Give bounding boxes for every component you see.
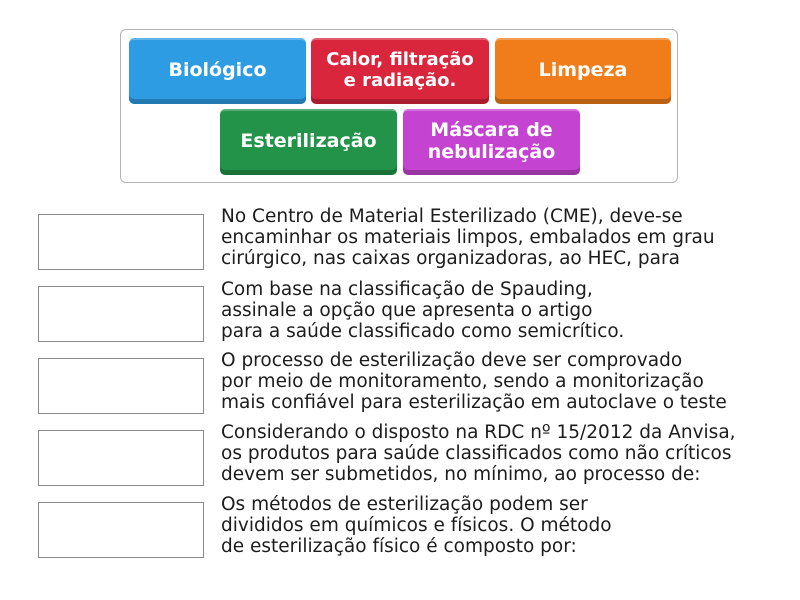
tile-biologico[interactable] bbox=[129, 38, 306, 104]
question-4: Considerando o disposto na RDC nº 15/2012 da Anvisa, os produtos para saúde classificados como não críticos devem ser submetidos, no mínimo, ao processo de: bbox=[221, 422, 736, 485]
tile-label: Calor, filtração e radiação. bbox=[326, 49, 474, 91]
tile-limpeza[interactable] bbox=[495, 38, 671, 104]
drop-target-2[interactable] bbox=[38, 286, 204, 342]
tile-label: Máscara de nebulização bbox=[427, 119, 556, 163]
question-5: Os métodos de esterilização podem ser divididos em químicos e físicos. O método de esterilização físico é composto por: bbox=[221, 494, 612, 557]
question-1: No Centro de Material Esterilizado (CME), deve-se encaminhar os materiais limpos, embalados em grau cirúrgico, nas caixas organizadoras, ao HEC, para bbox=[221, 206, 715, 269]
drop-target-3[interactable] bbox=[38, 358, 204, 414]
tile-mascara-de-nebulizacao[interactable] bbox=[403, 109, 580, 175]
drop-target-5[interactable] bbox=[38, 502, 204, 558]
tile-label: Esterilização bbox=[240, 130, 377, 152]
tile-label: Biológico bbox=[168, 59, 267, 81]
tile-calor-filtracao-radiacao[interactable] bbox=[311, 38, 489, 104]
tile-label: Limpeza bbox=[538, 59, 628, 81]
drop-target-4[interactable] bbox=[38, 430, 204, 486]
question-3: O processo de esterilização deve ser comprovado por meio de monitoramento, sendo a monitorização mais confiável para esterilização em autoclave o teste bbox=[221, 350, 727, 413]
answer-tile-bank bbox=[120, 29, 678, 183]
tile-esterilizacao[interactable] bbox=[220, 109, 397, 175]
question-2: Com base na classificação de Spauding, assinale a opção que apresenta o artigo para a saúde classificado como semicrítico. bbox=[221, 279, 625, 342]
drop-target-1[interactable] bbox=[38, 214, 204, 270]
